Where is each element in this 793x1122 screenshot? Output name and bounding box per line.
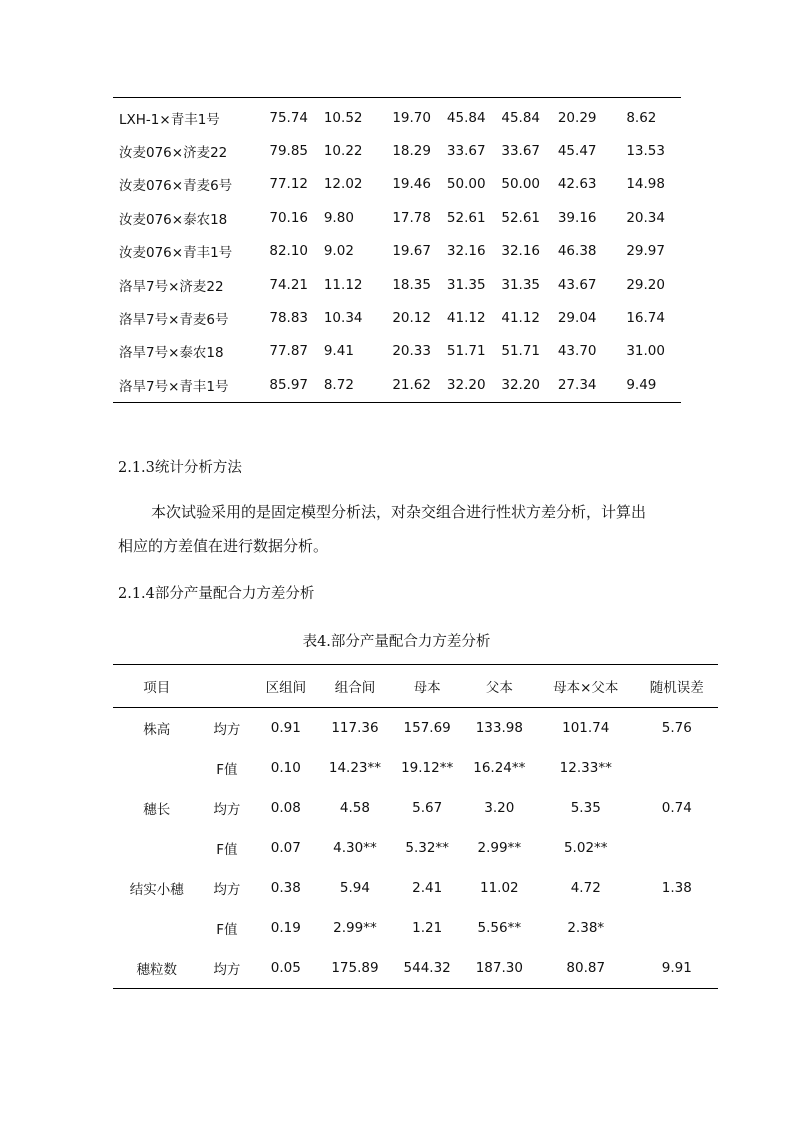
statistic-label: 均方 [213,802,241,818]
table-row [113,335,681,368]
table-cell: 11.02 [480,880,519,896]
table-cell: 45.84 [501,109,541,126]
table-cell: 29.20 [626,276,665,293]
table-cell: 33.67 [446,143,486,160]
table-row [113,201,681,234]
table-cell: 175.89 [331,960,379,976]
table-cell: 50.00 [446,176,486,193]
table-cell: 0.74 [661,800,692,816]
table-cell: 2.41 [412,880,443,896]
table-cell: 32.20 [446,376,486,393]
table-row [113,868,718,908]
table-cell: 14.98 [626,176,665,193]
cross-combination-name: 洛旱7号×泰农18 [119,345,224,362]
cross-combination-name: 汝麦076×青麦6号 [119,178,233,195]
table-cell: 31.35 [446,276,486,293]
cross-combination-name: 洛旱7号×济麦22 [119,278,224,295]
table-cell: 5.56** [477,920,522,936]
table-cell: 4.72 [570,880,601,896]
statistic-label: 均方 [213,722,241,738]
table-cell: 11.12 [323,276,363,293]
hybrid-data-table [113,97,681,403]
table-cell: 2.38* [567,920,605,936]
table-cell: 27.34 [557,376,597,393]
table-cell: 101.74 [562,720,610,736]
table-cell: 18.29 [392,143,431,160]
table-cell: 157.69 [403,720,451,736]
statistic-label: 均方 [213,882,241,898]
trait-name: 穗粒数 [136,962,177,978]
table-cell: 52.61 [501,209,541,226]
table-row [113,134,681,167]
trait-name: 结实小穗 [129,882,184,898]
table-cell: 5.35 [570,800,601,816]
table-cell: 82.10 [269,243,309,260]
table-cell: 117.36 [331,720,379,736]
variance-analysis-table [113,664,718,989]
table-cell: 5.02** [563,840,608,856]
table-cell: 42.63 [557,176,597,193]
table-cell: 8.62 [626,109,657,126]
table-cell: 5.32** [405,840,449,856]
table-row [113,368,681,402]
header-female-parent: 母本 [392,665,463,708]
table-cell: 32.20 [501,376,541,393]
table-cell: 19.12** [401,760,454,776]
cross-combination-name: 汝麦076×泰农18 [119,211,228,228]
table-cell: 13.53 [626,143,665,160]
table-cell: 9.02 [323,243,354,260]
table-cell: 80.87 [566,960,606,976]
table-cell: 85.97 [269,376,309,393]
statistic-label: F值 [216,922,238,938]
table-cell: 78.83 [269,310,309,327]
table-cell: 29.97 [626,243,665,260]
table-cell: 4.58 [339,800,370,816]
table-cell: 39.16 [557,209,597,226]
table-row [113,708,718,749]
table-cell: 0.38 [270,880,301,896]
table-cell: 4.30** [333,840,377,856]
header-combination: 组合间 [318,665,391,708]
table-cell: 20.34 [626,209,665,226]
table-row [113,268,681,301]
paragraph-line-2: 相应的方差值在进行数据分析。 [118,537,329,555]
table-cell: 20.33 [392,343,431,360]
table-cell: 29.04 [557,310,597,327]
cross-combination-name: LXH-1×青丰1号 [119,111,220,128]
table-cell: 19.67 [392,243,431,260]
table-cell: 77.87 [269,343,309,360]
table-cell: 51.71 [501,343,541,360]
table-cell: 12.02 [323,176,363,193]
table-cell: 79.85 [269,143,309,160]
table-cell: 16.24** [473,760,526,776]
table4-header-row [113,665,718,708]
trait-name: 株高 [143,722,171,738]
table-row [113,948,718,989]
table-cell: 5.94 [339,880,370,896]
table-cell: 544.32 [403,960,451,976]
header-item: 项目 [113,665,200,708]
table-row [113,788,718,828]
header-random-error: 随机误差 [636,665,718,708]
table-cell: 1.21 [412,920,443,936]
table-cell: 10.34 [323,310,363,327]
table-cell: 18.35 [392,276,431,293]
cross-combination-name: 汝麦076×济麦22 [119,145,228,162]
table-cell: 10.22 [323,143,363,160]
table-row [113,98,681,135]
table-cell: 10.52 [323,109,363,126]
table-cell: 20.29 [557,109,597,126]
table-row [113,748,718,788]
cross-combination-name: 洛旱7号×青丰1号 [119,378,229,395]
section-heading-2-1-4: 2.1.4部分产量配合力方差分析 [118,586,315,602]
trait-name [113,828,200,868]
table-cell: 9.49 [626,376,657,393]
table-cell: 41.12 [446,310,486,327]
table-row [113,828,718,868]
table-cell: 5.76 [661,720,692,736]
table-row [113,168,681,201]
trait-name: 穗长 [143,802,171,818]
table-cell: 0.10 [270,760,301,776]
table-cell: 31.35 [501,276,541,293]
table-cell: 51.71 [446,343,486,360]
paragraph-line-1: 本次试验采用的是固定模型分析法，对杂交组合进行性状方差分析，计算出 [151,503,647,521]
method-paragraph [118,495,688,563]
table-cell: 32.16 [501,243,541,260]
table-cell: 20.12 [392,310,431,327]
table-cell: 43.67 [557,276,597,293]
table-cell: 46.38 [557,243,597,260]
table-cell [636,748,718,788]
cross-combination-name: 洛旱7号×青麦6号 [119,312,229,329]
table-cell: 45.47 [557,143,597,160]
table-cell: 50.00 [501,176,541,193]
table-cell: 19.46 [392,176,431,193]
header-block: 区组间 [253,665,318,708]
table-cell: 0.05 [270,960,301,976]
table-cell: 0.07 [270,840,301,856]
header-interaction: 母本×父本 [536,665,636,708]
table-cell: 43.70 [557,343,597,360]
statistic-label: 均方 [213,962,241,978]
header-stat [200,665,253,708]
table-cell [636,828,718,868]
table-cell: 70.16 [269,209,309,226]
table-cell: 9.91 [661,960,692,976]
table-cell: 21.62 [392,376,431,393]
table-cell: 41.12 [501,310,541,327]
table-cell: 0.91 [270,720,301,736]
table-cell: 17.78 [392,209,431,226]
table-cell: 52.61 [446,209,486,226]
table-cell: 0.19 [270,920,301,936]
table-cell: 19.70 [392,109,431,126]
table-cell: 74.21 [269,276,309,293]
table-cell: 5.67 [412,800,443,816]
table-cell: 3.20 [484,800,515,816]
table-cell: 2.99** [477,840,522,856]
table-cell: 75.74 [269,109,309,126]
statistic-label: F值 [216,762,238,778]
table-row [113,235,681,268]
table-cell: 1.38 [661,880,692,896]
statistic-label: F值 [216,842,238,858]
cross-combination-name: 汝麦076×青丰1号 [119,245,233,262]
table-cell: 0.08 [270,800,301,816]
table-cell: 14.23** [328,760,382,776]
trait-name [113,908,200,948]
table-cell: 8.72 [323,376,354,393]
trait-name [113,748,200,788]
table-cell: 9.80 [323,209,354,226]
table4-caption: 表4.部分产量配合力方差分析 [302,634,491,650]
table-row [113,908,718,948]
table-cell: 12.33** [559,760,612,776]
table-cell: 31.00 [626,343,665,360]
table-cell: 133.98 [475,720,523,736]
table-cell: 45.84 [446,109,486,126]
table-cell [636,908,718,948]
table-cell: 2.99** [333,920,377,936]
table-cell: 187.30 [475,960,523,976]
table-row [113,301,681,334]
table-cell: 77.12 [269,176,309,193]
table-cell: 16.74 [626,310,665,327]
section-heading-2-1-3: 2.1.3统计分析方法 [118,460,242,476]
table-cell: 33.67 [501,143,541,160]
table-cell: 9.41 [323,343,354,360]
table-cell: 32.16 [446,243,486,260]
header-male-parent: 父本 [463,665,536,708]
